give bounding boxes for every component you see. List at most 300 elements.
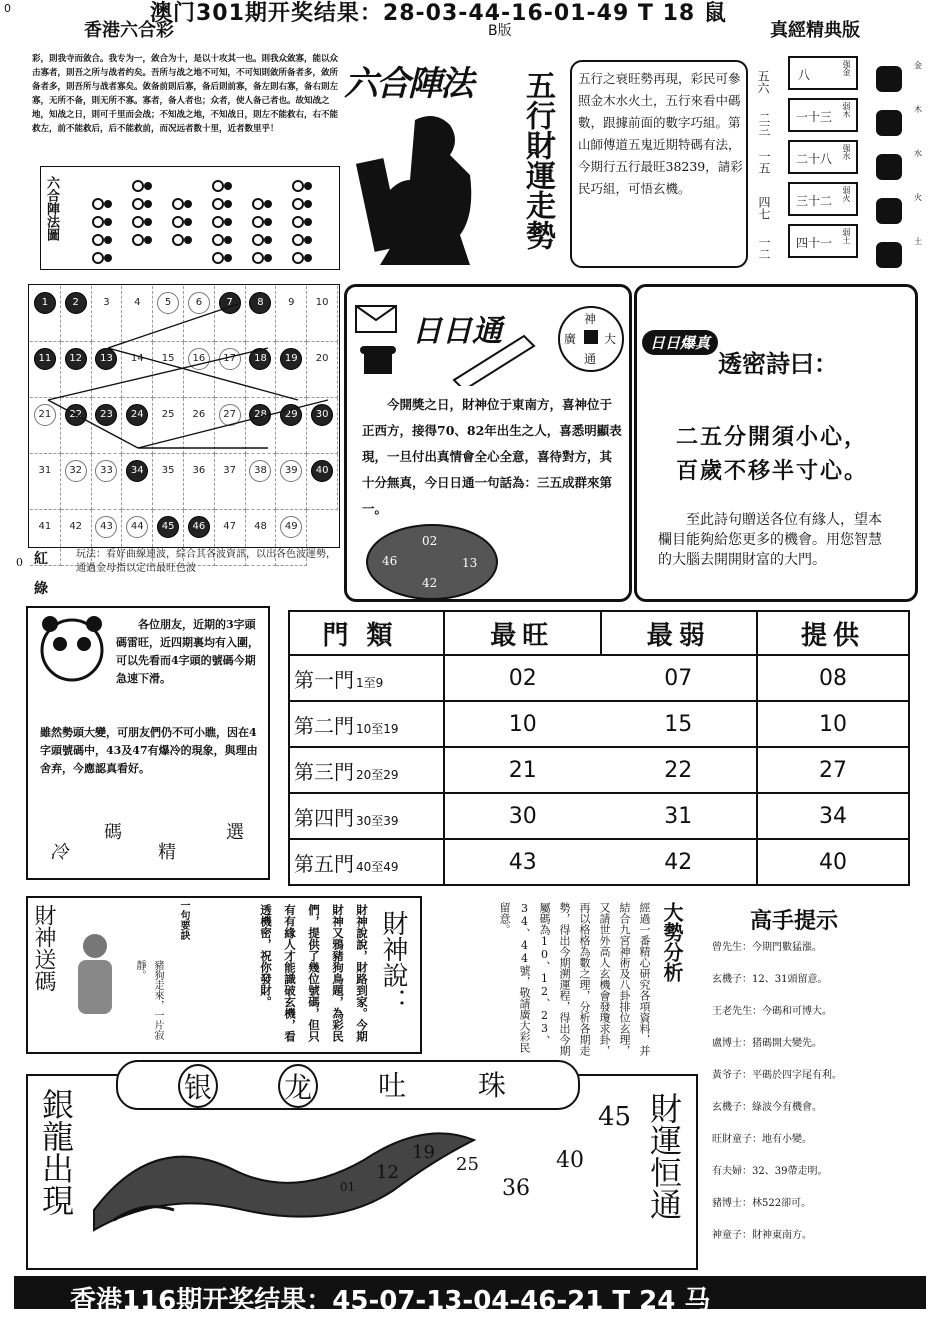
grid-row bbox=[30, 286, 338, 342]
number-ball: 12 bbox=[65, 348, 87, 370]
wuxing-col-1 bbox=[756, 70, 770, 94]
wuxing-row bbox=[788, 140, 858, 174]
intro-text: 彩，則我寺而敛合。我专为一，敛合为十，是以十攻其一也。則我众敛寡，能以众击寡者，則吾之所与战者约矣。吾所与战之地不可知，不可知則敛所备者多，敛所备者多，則吾所与战者寡矣。敛备前則后寡，备后則前寡，备左則右寡，备右則左寡，无所不备，則无所不寡。寡者，备人者也；众者，使人备己者也。故知战之地，知战之日，則可千里而会战；不知战之地，不知战日，則左不能救右，右不能救左，前不能救后，后不能救前，而况远者数十里，近者数里乎！ bbox=[32, 54, 339, 134]
grid-cell bbox=[276, 342, 307, 398]
pencil-icon bbox=[448, 326, 538, 386]
cold-footer-char: 冷 bbox=[50, 842, 68, 863]
grid-cell bbox=[30, 286, 60, 342]
formation-dots bbox=[84, 172, 324, 268]
poem-heading: 透密詩曰： bbox=[718, 349, 838, 378]
formation-dot bbox=[264, 236, 272, 244]
number-ball: 11 bbox=[34, 348, 56, 370]
number-ball: 37 bbox=[223, 465, 237, 476]
page-title: 澳门301期开奖结果：28-03-44-16-01-49 T 18 鼠 bbox=[150, 1, 727, 26]
number-ball: 30 bbox=[311, 404, 333, 426]
door-min-value: 15 bbox=[601, 701, 758, 747]
formation-dot bbox=[293, 217, 303, 227]
expert-tip: 黃爷子：平碼於四字尾有利。 bbox=[712, 1070, 842, 1081]
wuxing-rows bbox=[788, 56, 864, 258]
number-ball: 24 bbox=[126, 404, 148, 426]
formation-dot bbox=[173, 235, 183, 245]
element-gold-icon: 金 bbox=[870, 60, 922, 104]
number-ball: 13 bbox=[95, 348, 117, 370]
caishen-figure bbox=[70, 930, 120, 1020]
number-ball: 43 bbox=[95, 516, 117, 538]
formation-dot bbox=[184, 200, 192, 208]
expert-tip: 玄機子：綠波今有機會。 bbox=[712, 1102, 822, 1113]
wuxing-col-5 bbox=[756, 236, 773, 260]
dragon-left-title: 銀龍出現 bbox=[37, 1088, 75, 1216]
daily-text: 今開獎之日，財神位于東南方，喜神位于正西方，接得70、82年出生之人，喜悉明顯表現，一旦付出真情會全心全意，喜待對方，其十分無真，今日日通一句話為：三五成群來第一。 bbox=[362, 397, 622, 516]
formation-dot bbox=[304, 218, 312, 226]
door-label: 第三門 bbox=[294, 759, 354, 784]
door-table-row bbox=[289, 747, 909, 793]
door-min-value: 31 bbox=[601, 793, 758, 839]
door-min-value: 42 bbox=[601, 839, 758, 885]
grid-cell bbox=[245, 398, 276, 454]
door-max-value: 21 bbox=[444, 747, 601, 793]
poem-line-1: 二五分開須小心， bbox=[676, 424, 869, 450]
grid-cell bbox=[153, 342, 184, 398]
door-table-row bbox=[289, 655, 909, 701]
experts-title: 高手提示 bbox=[750, 908, 839, 934]
wuxing-col-5-a: 一 bbox=[757, 236, 771, 248]
number-grid bbox=[30, 286, 338, 566]
number-ball: 19 bbox=[280, 348, 302, 370]
door-max-value: 30 bbox=[444, 793, 601, 839]
door-range: 40至49 bbox=[356, 859, 399, 874]
caishen-side-title: 財神送碼 bbox=[31, 904, 56, 992]
formation-dot bbox=[253, 199, 263, 209]
banner-char: 银 bbox=[178, 1064, 218, 1108]
grid-cell bbox=[153, 454, 184, 510]
door-min-value: 22 bbox=[601, 747, 758, 793]
formation-dot bbox=[304, 182, 312, 190]
formation-dot bbox=[144, 236, 152, 244]
door-table-header-cell: 提供 bbox=[757, 611, 909, 655]
grid-cell bbox=[307, 454, 338, 510]
door-label: 第二門 bbox=[294, 713, 354, 738]
grid-cell bbox=[30, 342, 60, 398]
number-ball: 18 bbox=[249, 348, 271, 370]
number-ball: 9 bbox=[288, 297, 295, 308]
number-ball: 36 bbox=[192, 465, 206, 476]
banner-char: 龙 bbox=[278, 1064, 318, 1108]
door-pick-value: 40 bbox=[757, 839, 909, 885]
formation-dot bbox=[264, 200, 272, 208]
number-ball: 7 bbox=[219, 292, 241, 314]
number-ball: 44 bbox=[126, 516, 148, 538]
brand-right: 真經精典版 bbox=[770, 20, 860, 41]
grid-cell bbox=[245, 454, 276, 510]
formation-dot bbox=[293, 199, 303, 209]
formation-dot bbox=[213, 199, 223, 209]
grid-cell bbox=[91, 398, 122, 454]
formation-dot bbox=[253, 253, 263, 263]
number-ball: 35 bbox=[161, 465, 175, 476]
door-pick-value: 08 bbox=[757, 655, 909, 701]
formation-dot bbox=[224, 236, 232, 244]
number-ball: 33 bbox=[95, 460, 117, 482]
dragon-right-title: 財運恒通 bbox=[645, 1092, 683, 1220]
formation-dot bbox=[304, 236, 312, 244]
saying-title: 一句要訣 bbox=[178, 900, 189, 940]
door-table-row bbox=[289, 793, 909, 839]
cold-text-1: 各位朋友，近期的3字頭碼雷旺，近四期裏均有入圍，可以先看而4字頭的號碼今期急速下滑。 bbox=[116, 618, 259, 685]
dragon-number: 40 bbox=[556, 1148, 584, 1173]
legend-red: 紅 bbox=[34, 551, 48, 567]
grid-row bbox=[30, 398, 338, 454]
door-min-value: 07 bbox=[601, 655, 758, 701]
number-ball: 2 bbox=[65, 292, 87, 314]
saying-text: 豬狗走來，一片寂靜。 bbox=[134, 960, 163, 1040]
expert-tip: 有夫婦：32、39帶走明。 bbox=[712, 1166, 828, 1177]
formation-dot bbox=[93, 253, 103, 263]
grid-cell bbox=[60, 398, 91, 454]
number-ball: 16 bbox=[188, 348, 210, 370]
formation-dot bbox=[173, 217, 183, 227]
grid-cell bbox=[91, 342, 122, 398]
edition-label: B版 bbox=[488, 23, 512, 39]
number-ball: 48 bbox=[254, 521, 267, 532]
formation-dot bbox=[184, 236, 192, 244]
grid-cell bbox=[276, 398, 307, 454]
experts-list-box bbox=[712, 932, 912, 1254]
number-ball: 47 bbox=[223, 521, 237, 532]
warrior-figure bbox=[355, 100, 495, 270]
formation-dot bbox=[293, 235, 303, 245]
door-pick-value: 27 bbox=[757, 747, 909, 793]
wuxing-row bbox=[788, 56, 858, 90]
dragon-number: 01 bbox=[340, 1180, 356, 1194]
badge-char: 神 bbox=[584, 312, 597, 326]
number-ball: 39 bbox=[280, 460, 302, 482]
formation-dot bbox=[213, 181, 223, 191]
formation-dot bbox=[93, 199, 103, 209]
number-ball: 3 bbox=[103, 297, 110, 308]
grid-cell bbox=[307, 398, 338, 454]
wuxing-row-tag: 强金 bbox=[842, 60, 851, 76]
formation-dot bbox=[104, 218, 112, 226]
element-earth-icon: 土 bbox=[870, 236, 922, 280]
door-range: 20至29 bbox=[356, 767, 399, 782]
door-name bbox=[289, 839, 444, 885]
grid-cell bbox=[183, 342, 214, 398]
formation-dot bbox=[144, 182, 152, 190]
wuxing-col-1-a: 五 bbox=[756, 70, 770, 82]
daily-disc bbox=[366, 524, 498, 600]
brand-left: 香港六合彩 bbox=[84, 20, 174, 41]
trend-title: 大勢分析 bbox=[660, 902, 684, 982]
number-ball: 20 bbox=[315, 353, 329, 364]
number-ball: 46 bbox=[188, 516, 210, 538]
formation-dot bbox=[224, 218, 232, 226]
door-table-header-cell: 門類 bbox=[289, 611, 444, 655]
number-ball: 31 bbox=[38, 465, 52, 476]
door-pick-value: 34 bbox=[757, 793, 909, 839]
wuxing-row-value: 二十八 bbox=[796, 152, 833, 166]
number-ball: 21 bbox=[34, 404, 56, 426]
door-name bbox=[289, 655, 444, 701]
number-ball: 17 bbox=[219, 348, 241, 370]
formation-dot bbox=[144, 218, 152, 226]
grid-cell bbox=[60, 342, 91, 398]
poem-footer: 至此詩句贈送各位有緣人，望本欄目能夠給您更多的機會。用您智慧的大腦去開開財富的大門。 bbox=[658, 512, 882, 568]
daily-badge bbox=[558, 306, 624, 372]
door-table-header-cell: 最弱 bbox=[601, 611, 758, 655]
phone-icon bbox=[358, 342, 398, 378]
number-ball: 40 bbox=[311, 460, 333, 482]
formation-dot bbox=[224, 254, 232, 262]
door-label: 第一門 bbox=[294, 667, 354, 692]
number-ball: 45 bbox=[157, 516, 179, 538]
wuxing-title: 五行財運走勢 bbox=[520, 70, 555, 250]
grid-cell bbox=[307, 342, 338, 398]
expert-tip: 豬博士：林522卻可。 bbox=[712, 1198, 812, 1209]
badge-char: 通 bbox=[584, 352, 597, 366]
grid-cell bbox=[60, 286, 91, 342]
daily-title: 日日通 bbox=[412, 314, 502, 349]
wuxing-row bbox=[788, 182, 858, 216]
wuxing-row-tag: 弱火 bbox=[842, 186, 851, 202]
formation-dot bbox=[133, 235, 143, 245]
number-ball: 42 bbox=[69, 521, 83, 532]
door-pick-value: 10 bbox=[757, 701, 909, 747]
grid-cell bbox=[122, 454, 153, 510]
number-ball: 6 bbox=[188, 292, 210, 314]
door-label: 第五門 bbox=[294, 851, 354, 876]
door-range: 10至19 bbox=[356, 721, 399, 736]
wuxing-row-tag: 强水 bbox=[842, 144, 851, 160]
formation-dot bbox=[264, 218, 272, 226]
door-name bbox=[289, 747, 444, 793]
expert-tip: 盧博士：猪碼開大變先。 bbox=[712, 1038, 822, 1049]
caishen-big-title: 財神說： bbox=[378, 910, 408, 1014]
door-max-value: 43 bbox=[444, 839, 601, 885]
formation-dot bbox=[104, 236, 112, 244]
formation-dot bbox=[133, 199, 143, 209]
formation-dot bbox=[93, 217, 103, 227]
formation-figure-label: 六合陣法圖 bbox=[44, 176, 59, 241]
number-ball: 23 bbox=[95, 404, 117, 426]
door-range: 1至9 bbox=[356, 675, 384, 690]
wuxing-col-3 bbox=[756, 150, 773, 174]
dragon-number: 12 bbox=[376, 1162, 399, 1183]
cold-footer bbox=[40, 808, 264, 868]
badge-char: 廣 bbox=[564, 332, 577, 346]
door-table-header-cell: 最旺 bbox=[444, 611, 601, 655]
grid-cell bbox=[276, 286, 307, 342]
number-ball: 15 bbox=[161, 353, 175, 364]
door-table-row bbox=[289, 839, 909, 885]
number-ball: 34 bbox=[126, 460, 148, 482]
number-ball: 29 bbox=[280, 404, 302, 426]
expert-tip: 曾先生：今期門數猛漲。 bbox=[712, 942, 822, 953]
grid-cell bbox=[30, 398, 60, 454]
formation-dot bbox=[93, 235, 103, 245]
wuxing-col-4-a: 四 bbox=[757, 196, 771, 208]
wuxing-col-4-b: 七 bbox=[757, 208, 771, 220]
grid-cell bbox=[122, 398, 153, 454]
disc-number: 02 bbox=[422, 534, 438, 548]
grid-row bbox=[30, 454, 338, 510]
cold-text-2: 雖然勢頭大變，可朋友們仍不可小瞧，因在4字頭號碼中，43及47有爆冷的現象，與理由舍弃，今應認真看好。 bbox=[40, 726, 258, 775]
number-ball: 28 bbox=[249, 404, 271, 426]
expert-tip: 王老先生：今碼和可博大。 bbox=[712, 1006, 832, 1017]
number-ball: 14 bbox=[130, 353, 144, 364]
number-ball: 49 bbox=[280, 516, 302, 538]
formation-dot bbox=[213, 217, 223, 227]
badge-char: 大 bbox=[604, 332, 617, 346]
number-ball: 27 bbox=[219, 404, 241, 426]
formation-dot bbox=[304, 200, 312, 208]
wuxing-row bbox=[788, 98, 858, 132]
formation-dot bbox=[213, 235, 223, 245]
grid-cell bbox=[91, 286, 122, 342]
formation-dot bbox=[173, 199, 183, 209]
number-ball: 8 bbox=[249, 292, 271, 314]
door-max-value: 02 bbox=[444, 655, 601, 701]
element-icons bbox=[870, 60, 922, 280]
door-name bbox=[289, 701, 444, 747]
cold-footer-char: 選 bbox=[226, 822, 244, 843]
formation-dot bbox=[224, 200, 232, 208]
grid-cell bbox=[276, 454, 307, 510]
formation-dot bbox=[133, 217, 143, 227]
formation-dot bbox=[224, 182, 232, 190]
wuxing-row-value: 八 bbox=[798, 68, 811, 82]
grid-cell bbox=[183, 286, 214, 342]
expert-tip: 玄機子：12、31頭留意。 bbox=[712, 974, 828, 985]
footer-result: 香港116期开奖结果：45-07-13-04-46-21 T 24 马 bbox=[70, 1286, 711, 1316]
cold-footer-char: 碼 bbox=[104, 822, 122, 843]
corner-marker: 0 bbox=[4, 2, 11, 15]
door-table bbox=[288, 610, 910, 886]
wuxing-row-tag: 弱木 bbox=[842, 102, 851, 118]
mailbox-icon bbox=[352, 296, 402, 336]
formation-dot bbox=[104, 200, 112, 208]
legend-green: 綠 bbox=[34, 581, 48, 597]
wuxing-row-value: 四十一 bbox=[796, 236, 833, 250]
grid-cell bbox=[153, 286, 184, 342]
dragon-number: 45 bbox=[598, 1102, 632, 1132]
disc-number: 13 bbox=[462, 556, 478, 570]
wuxing-col-3-b: 五 bbox=[757, 162, 771, 174]
grid-cell bbox=[122, 286, 153, 342]
grid-cell bbox=[91, 454, 122, 510]
dragon-banner bbox=[116, 1060, 580, 1110]
formation-dot bbox=[304, 254, 312, 262]
formation-dot bbox=[213, 253, 223, 263]
door-name bbox=[289, 793, 444, 839]
door-table-header bbox=[289, 611, 909, 655]
element-fire-icon: 火 bbox=[870, 192, 922, 236]
door-label: 第四門 bbox=[294, 805, 354, 830]
disc-number: 46 bbox=[382, 554, 398, 568]
formation-dot bbox=[253, 235, 263, 245]
panda-icon bbox=[32, 610, 112, 690]
formation-dot bbox=[253, 217, 263, 227]
grid-cell bbox=[183, 454, 214, 510]
wuxing-row-value: 一十三 bbox=[796, 110, 833, 124]
wuxing-text: 五行之衰旺勢再現，彩民可參照金木水火土，五行來看中碼數，跟據前面的數字巧組。第山師傅道五鬼近期特碼有法，今期行五行最旺38239，請彩民巧組，可悟玄機。 bbox=[578, 71, 743, 196]
formation-dot bbox=[293, 253, 303, 263]
banner-char: 珠 bbox=[478, 1069, 507, 1102]
grid-cell bbox=[30, 454, 60, 510]
dragon-figure bbox=[84, 1120, 504, 1250]
number-ball: 25 bbox=[161, 409, 175, 420]
poem-tag: 日日爆真 bbox=[642, 330, 718, 355]
expert-tip: 神童子：財神東南方。 bbox=[712, 1230, 812, 1241]
formation-dot bbox=[133, 181, 143, 191]
wuxing-col-4 bbox=[756, 196, 773, 220]
grid-cell bbox=[214, 454, 245, 510]
dragon-number: 25 bbox=[456, 1154, 479, 1175]
number-ball: 32 bbox=[65, 460, 87, 482]
grid-cell bbox=[214, 286, 245, 342]
expert-tip: 旺財童子：地有小變。 bbox=[712, 1134, 812, 1145]
cold-footer-char: 精 bbox=[158, 842, 176, 863]
door-max-value: 10 bbox=[444, 701, 601, 747]
number-ball: 38 bbox=[249, 460, 271, 482]
trend-text: 經過一番精心研究各項資料，并結合九宮神術及八卦排位玄理，又請世外高人玄機會發瓊求卦，再以格格為數之理，分析各期走勢，得出今期溯運程，得出今期屬碼為10、12、23、34、44號，敬請廣大彩民留意。 bbox=[498, 902, 651, 1056]
grid-row bbox=[30, 342, 338, 398]
number-ball: 10 bbox=[315, 297, 329, 308]
wuxing-col-3-a: 一 bbox=[757, 150, 771, 162]
legend-corner: 0 bbox=[16, 556, 23, 569]
caishen-text: 財神說說，財路到家。今期財神又鴉豬狗鳥題，為彩民們，提供了幾位號碼，但只有有緣人才能識破玄機，看透機密，祝你發財。 bbox=[259, 904, 369, 1042]
grid-cell bbox=[214, 398, 245, 454]
formation-dot bbox=[184, 218, 192, 226]
number-ball: 41 bbox=[38, 521, 52, 532]
grid-cell bbox=[183, 398, 214, 454]
door-range: 30至39 bbox=[356, 813, 399, 828]
grid-cell bbox=[60, 454, 91, 510]
element-wood-icon: 木 bbox=[870, 104, 922, 148]
wuxing-col-2 bbox=[756, 112, 773, 136]
poem-line-2: 百歲不移半寸心。 bbox=[676, 458, 869, 484]
wuxing-col-1-b: 六 bbox=[756, 82, 770, 94]
grid-cell bbox=[245, 342, 276, 398]
door-table-row bbox=[289, 701, 909, 747]
number-ball: 1 bbox=[34, 292, 56, 314]
dragon-number: 36 bbox=[502, 1176, 530, 1201]
formation-dot bbox=[144, 200, 152, 208]
wuxing-row-value: 三十二 bbox=[796, 194, 833, 208]
grid-cell bbox=[245, 286, 276, 342]
number-ball: 22 bbox=[65, 404, 87, 426]
wuxing-row bbox=[788, 224, 858, 258]
number-ball: 4 bbox=[134, 297, 141, 308]
wuxing-col-2-b: 三 bbox=[757, 124, 771, 136]
element-water-icon: 水 bbox=[870, 148, 922, 192]
grid-cell bbox=[307, 286, 338, 342]
dragon-number: 19 bbox=[412, 1142, 435, 1163]
grid-play-text: 玩法：看好曲線連波，綜合其各波資訊，以出各色波運勢，通過金母指以定出最旺色波 bbox=[76, 549, 336, 574]
number-ball: 5 bbox=[157, 292, 179, 314]
grid-cell bbox=[153, 398, 184, 454]
formation-dot bbox=[104, 254, 112, 262]
formation-dot bbox=[293, 181, 303, 191]
grid-cell bbox=[122, 342, 153, 398]
formation-title: 六合陣法 bbox=[344, 64, 472, 104]
banner-char: 吐 bbox=[378, 1069, 407, 1102]
number-ball: 26 bbox=[192, 409, 206, 420]
disc-number: 42 bbox=[422, 576, 438, 590]
formation-dot bbox=[264, 254, 272, 262]
wuxing-col-5-b: 二 bbox=[757, 248, 771, 260]
wuxing-col-2-a: 二 bbox=[757, 112, 771, 124]
